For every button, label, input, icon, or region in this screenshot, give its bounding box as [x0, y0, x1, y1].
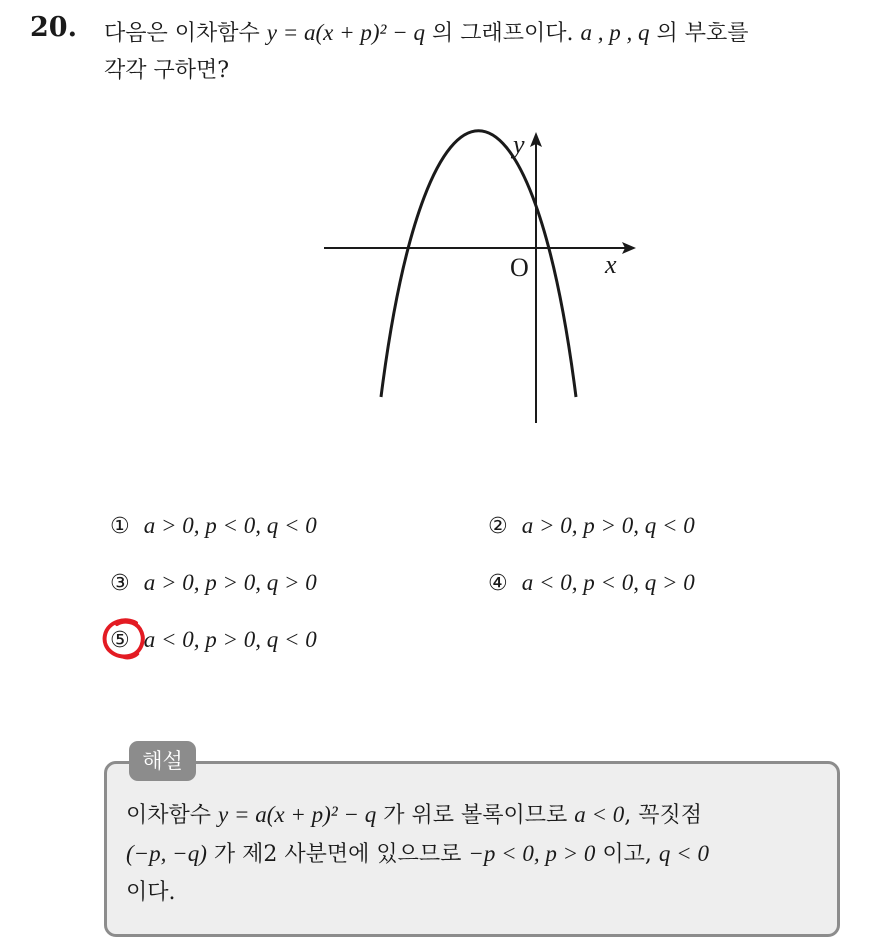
question-line2: 각각 구하면? — [104, 58, 230, 83]
solution-l2-vertex: (−p, −q) — [126, 841, 207, 866]
solution-l3: 이다. — [126, 880, 176, 905]
question-text — [104, 14, 864, 89]
choice-1-expression: a > 0, p < 0, q < 0 — [143, 513, 317, 538]
solution-l1-b: 가 위로 볼록이므로 — [383, 803, 568, 828]
choice-5-expression: a < 0, p > 0, q < 0 — [143, 627, 317, 652]
solution-l2-cond: −p < 0, p > 0 — [468, 841, 596, 866]
solution-l1-expr: y = a(x + p)² − q — [218, 802, 377, 827]
choice-2[interactable] — [488, 513, 695, 539]
question-line1-prefix: 다음은 이차함수 — [104, 21, 260, 46]
origin-label: O — [510, 253, 529, 282]
choice-2-number: ② — [488, 514, 508, 539]
question-line1-mid: 의 그래프이다. — [431, 21, 574, 46]
solution-text — [126, 796, 826, 912]
question-line1-suffix: 의 부호를 — [656, 21, 749, 46]
choice-1[interactable] — [110, 513, 317, 539]
solution-l2-a: 가 제2 사분면에 있으므로 — [213, 842, 462, 867]
x-axis-label: x — [605, 250, 617, 279]
question-number: 20. — [30, 12, 77, 43]
choice-3-expression: a > 0, p > 0, q > 0 — [143, 570, 317, 595]
answer-circle-mark — [100, 615, 150, 663]
solution-l1-c: , 꼭짓점 — [624, 803, 703, 828]
question-function: y = a(x + p)² − q — [266, 20, 425, 45]
choice-1-number: ① — [110, 514, 130, 539]
choice-3[interactable] — [110, 570, 317, 596]
choice-4[interactable] — [488, 570, 695, 596]
solution-l2-q: q < 0 — [658, 841, 709, 866]
solution-l2-b: 이고, — [602, 842, 652, 867]
y-axis-label: y — [513, 130, 525, 159]
choice-5-number: ⑤ — [110, 628, 130, 653]
solution-l1-a: 이차함수 — [126, 803, 212, 828]
solution-tag: 해설 — [129, 741, 196, 781]
parabola-graph — [318, 125, 648, 425]
question-variables: a , p , q — [580, 20, 650, 45]
choice-3-number: ③ — [110, 571, 130, 596]
choice-2-expression: a > 0, p > 0, q < 0 — [521, 513, 695, 538]
choice-4-number: ④ — [488, 571, 508, 596]
choice-4-expression: a < 0, p < 0, q > 0 — [521, 570, 695, 595]
parabola-curve — [381, 131, 576, 397]
solution-l1-cond: a < 0 — [574, 802, 625, 827]
